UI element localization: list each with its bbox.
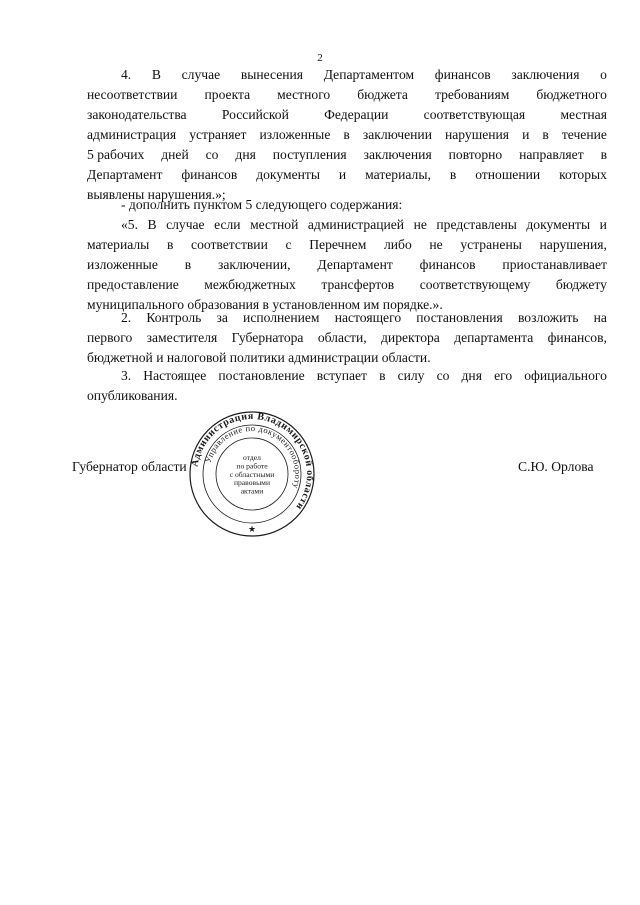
word: дня xyxy=(235,147,256,162)
word: направляет xyxy=(519,147,584,162)
word: в xyxy=(379,368,386,383)
word: 2. xyxy=(121,310,132,325)
word: в xyxy=(542,127,549,142)
word: Департаментом xyxy=(323,67,415,82)
word: повторно xyxy=(448,147,503,162)
word: Губернатора xyxy=(231,330,304,345)
paragraph-item-4 xyxy=(87,65,607,205)
word: соответствующая xyxy=(423,107,526,122)
word: 3. xyxy=(121,368,132,383)
word: в xyxy=(343,127,350,142)
word: Департамент xyxy=(87,167,163,182)
text-line xyxy=(87,105,607,125)
word: со xyxy=(205,147,219,162)
word: местная xyxy=(560,107,607,122)
stamp-outer-text: Администрация Владимирской области xyxy=(189,410,316,513)
word: в xyxy=(449,167,457,182)
stamp-center-line: с областными xyxy=(229,469,275,479)
word: «5. xyxy=(121,217,138,232)
word: соответствии xyxy=(191,237,268,252)
text-line xyxy=(87,235,607,255)
page-number: 2 xyxy=(317,52,323,64)
word: официального xyxy=(524,368,607,383)
word: 5 рабочих xyxy=(87,147,145,162)
official-seal-stamp xyxy=(188,410,316,538)
word: и xyxy=(522,127,530,142)
word: постановления xyxy=(416,310,503,325)
word: Российской xyxy=(221,107,289,122)
word: первого xyxy=(87,330,133,345)
word: изложенные xyxy=(259,127,331,142)
text-line xyxy=(87,125,607,145)
word: бюджетного xyxy=(536,87,607,102)
word: предоставление xyxy=(87,277,179,292)
word: финансов, xyxy=(547,330,607,345)
paragraph-effective-date xyxy=(87,366,607,406)
word: течение xyxy=(561,127,607,142)
word: которых xyxy=(559,167,607,182)
text-line xyxy=(87,85,607,105)
signatory-position: Губернатор области xyxy=(72,459,187,474)
word: документы xyxy=(256,167,320,182)
word: выявлены нарушения.»; xyxy=(87,187,226,202)
word: за xyxy=(216,310,228,325)
word: материалы xyxy=(87,237,150,252)
text-line xyxy=(87,308,607,328)
text-line xyxy=(87,65,607,85)
word: случае xyxy=(181,67,221,82)
word: Перечнем xyxy=(309,237,367,252)
text-line xyxy=(87,275,607,295)
text-line xyxy=(87,255,607,275)
paragraph-control-clause xyxy=(87,308,607,368)
word: на xyxy=(593,310,607,325)
text-line xyxy=(87,215,607,235)
text-line xyxy=(87,328,607,348)
word: Контроль xyxy=(146,310,202,325)
word: поступления xyxy=(272,147,347,162)
word: департамента xyxy=(454,330,534,345)
word: устранены xyxy=(460,237,522,252)
word: в xyxy=(600,147,607,162)
stamp-star-icon: ★ xyxy=(247,524,257,534)
text-line xyxy=(87,386,607,406)
stamp-center-line: по работе xyxy=(236,461,268,471)
word: Настоящее xyxy=(143,368,207,383)
word: администрацией xyxy=(307,217,405,232)
word: случае xyxy=(166,217,205,232)
word: постановление xyxy=(218,368,305,383)
word: нарушения, xyxy=(539,237,607,252)
word: возложить xyxy=(517,310,579,325)
word: заместителя xyxy=(146,330,218,345)
word: с xyxy=(285,237,292,252)
word: в xyxy=(184,257,192,272)
word: местного xyxy=(277,87,331,102)
word: несоответствии xyxy=(87,87,178,102)
text-line xyxy=(87,366,607,386)
word: если xyxy=(214,217,241,232)
word: трансфертов xyxy=(321,277,395,292)
word: - дополнить пунктом 5 следующего содержания: xyxy=(121,197,403,212)
word: опубликования. xyxy=(87,388,178,403)
word: В xyxy=(147,217,157,232)
word: настоящего xyxy=(334,310,402,325)
paragraph-amendment-intro xyxy=(87,195,607,215)
word: бюджету xyxy=(555,277,607,292)
word: его xyxy=(494,368,513,383)
word: силу xyxy=(397,368,425,383)
word: не xyxy=(413,217,427,232)
word: финансов xyxy=(434,67,491,82)
word: представлены xyxy=(436,217,517,232)
word: бюджета xyxy=(357,87,408,102)
word: материалы, xyxy=(365,167,431,182)
text-line xyxy=(87,145,607,165)
word: требованиям xyxy=(434,87,510,102)
stamp-center-line: отдел xyxy=(243,453,261,462)
word: нарушения xyxy=(445,127,510,142)
word: либо xyxy=(383,237,412,252)
paragraph-item-5-quote xyxy=(87,215,607,315)
word: В xyxy=(151,67,161,82)
word: документы xyxy=(526,217,591,232)
word: заключении, xyxy=(218,257,291,272)
word: заключении xyxy=(362,127,432,142)
word: Департамент xyxy=(317,257,393,272)
stamp-middle-text: Управление по документообороту xyxy=(202,422,304,490)
word: устраняет xyxy=(189,127,247,142)
text-line xyxy=(87,165,607,185)
word: в xyxy=(166,237,174,252)
word: заключения xyxy=(511,67,580,82)
word: приостанавливает xyxy=(502,257,607,272)
word: и xyxy=(599,217,607,232)
word: бюджетной и налоговой политики администрации области. xyxy=(87,350,431,365)
word: соответствующему xyxy=(419,277,531,292)
word: исполнением xyxy=(243,310,320,325)
word: и xyxy=(338,167,347,182)
word: области, xyxy=(317,330,367,345)
word: законодательства xyxy=(87,107,187,122)
word: вступает xyxy=(316,368,367,383)
word: о xyxy=(600,67,607,82)
word: вынесения xyxy=(240,67,304,82)
stamp-center-line: актами xyxy=(240,486,264,496)
word: со xyxy=(436,368,450,383)
word: отношении xyxy=(475,167,541,182)
word: заключения xyxy=(363,147,432,162)
word: директора xyxy=(381,330,440,345)
word: администрация xyxy=(87,127,177,142)
word: муниципального образования в установленном им порядке.». xyxy=(87,297,443,312)
word: межбюджетных xyxy=(204,277,296,292)
word: не xyxy=(429,237,443,252)
stamp-center-line: правовыми xyxy=(233,478,271,488)
word: местной xyxy=(250,217,299,232)
word: Федерации xyxy=(324,107,389,122)
text-line xyxy=(87,348,607,368)
word: дня xyxy=(461,368,482,383)
word: 4. xyxy=(121,67,132,82)
word: финансов xyxy=(181,167,238,182)
word: проекта xyxy=(204,87,251,102)
word: финансов xyxy=(419,257,476,272)
signatory-name: С.Ю. Орлова xyxy=(518,459,594,474)
word: дней xyxy=(161,147,189,162)
word: изложенные xyxy=(87,257,158,272)
text-line xyxy=(87,195,607,215)
